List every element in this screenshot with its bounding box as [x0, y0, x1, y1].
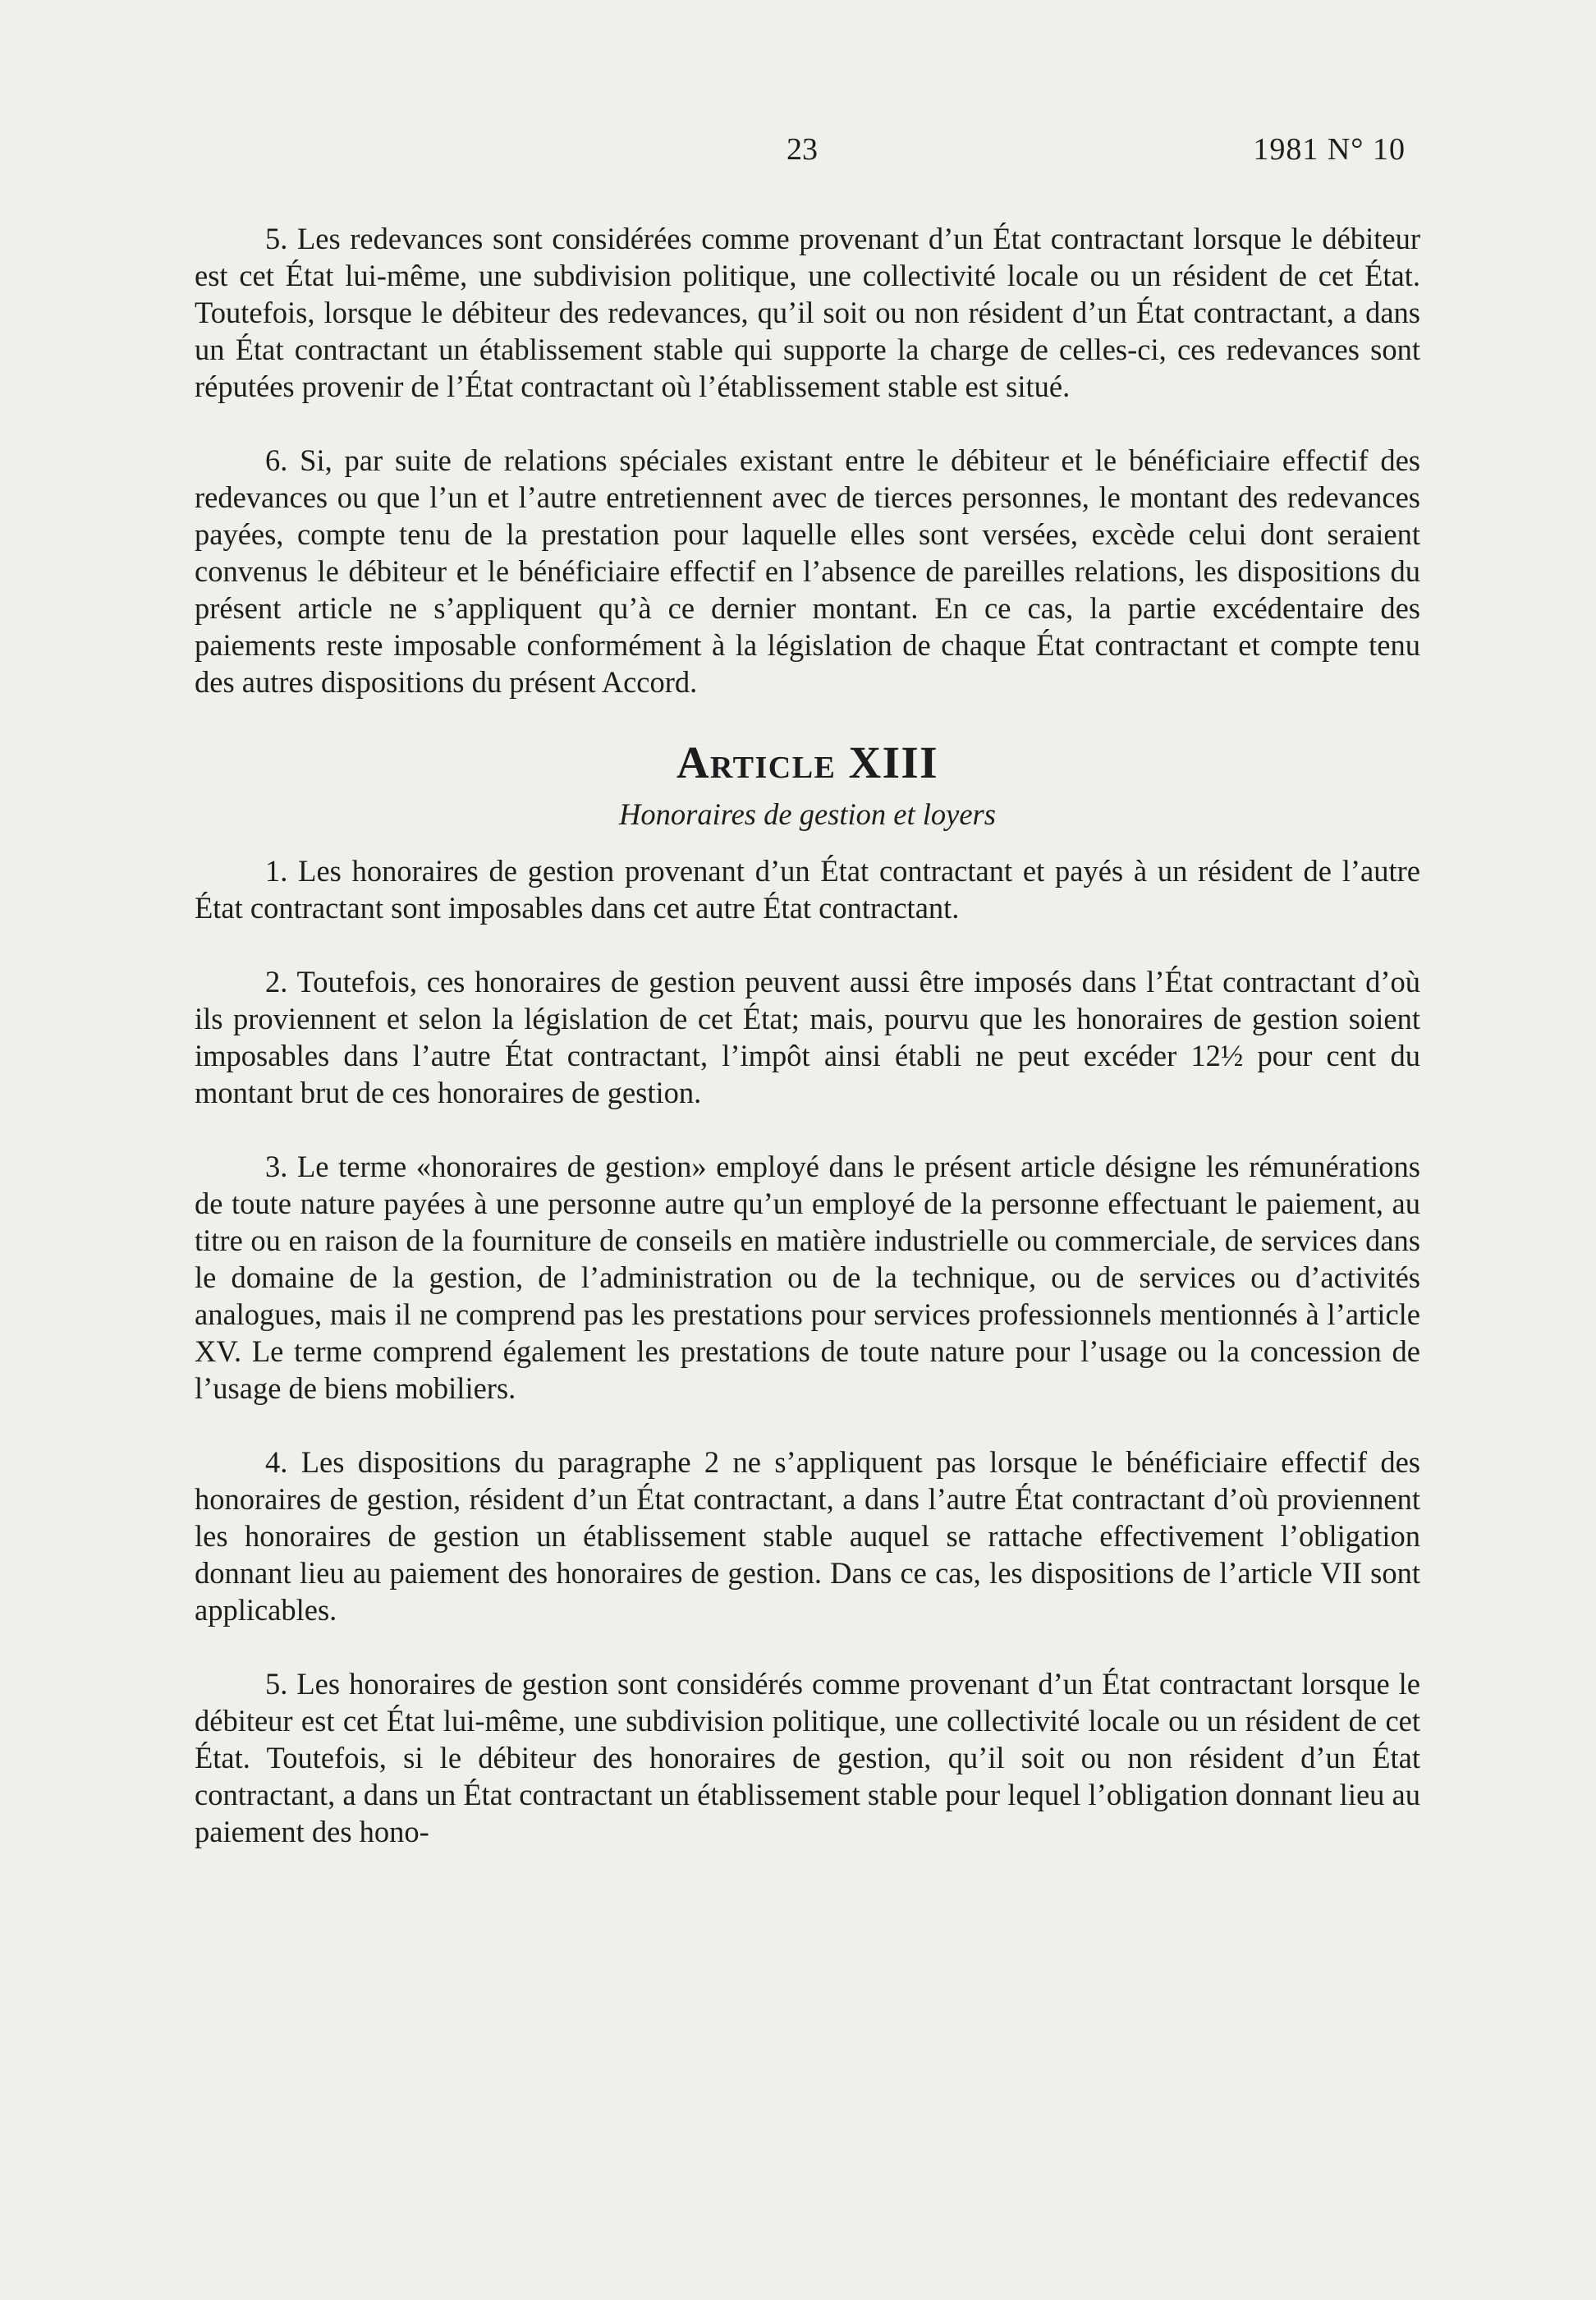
- page-body: [195, 220, 1420, 1887]
- paragraph-fees-5: 5. Les honoraires de gestion sont considérés comme provenant d’un État contractant lorsque le débiteur est cet État lui-même, une subdivision politique, une collectivité locale ou un résident de cet État. Toutefois, si le débiteur des honoraires de gestion, qu’il soit ou non résident d’un État contractant, a dans un État contractant un établissement stable pour lequel l’obligation donnant lieu au paiement des hono-: [195, 1667, 1420, 1848]
- paragraph-royalties-6: 6. Si, par suite de relations spéciales existant entre le débiteur et le bénéficiaire effectif des redevances ou que l’un et l’autre entretiennent avec de tierces personnes, le montant des redevances payées, compte tenu de la prestation pour laquelle elles sont versées, excède celui dont seraient convenus le débiteur et le bénéficiaire effectif en l’absence de pareilles relations, les dispositions du présent article ne s’appliquent qu’à ce dernier montant. En ce cas, la partie excédentaire des paiements reste imposable conformément à la législation de chaque État contractant et compte tenu des autres dispositions du présent Accord.: [195, 443, 1420, 699]
- paragraph-royalties-5: 5. Les redevances sont considérées comme provenant d’un État contractant lorsque le débiteur est cet État lui-même, une subdivision politique, une collectivité locale ou un résident de cet État. Toutefois, lorsque le débiteur des redevances, qu’il soit ou non résident d’un État contractant, a dans un État contractant un établissement stable qui supporte la charge de celles-ci, ces redevances sont réputées provenir de l’État contractant où l’établissement stable est situé.: [195, 222, 1420, 403]
- page-number: 23: [787, 132, 818, 167]
- page-header: [0, 131, 1596, 172]
- article-subtitle: Honoraires de gestion et loyers: [619, 797, 996, 831]
- paragraph-fees-1: 1. Les honoraires de gestion provenant d’un État contractant et payés à un résident de l’autre État contractant sont imposables dans cet autre État contractant.: [195, 854, 1420, 925]
- paragraph-fees-3: 3. Le terme «honoraires de gestion» employé dans le présent article désigne les rémunérations de toute nature payées à une personne autre qu’un employé de la personne effectuant le paiement, au titre ou en raison de la fourniture de conseils en matière industrielle ou commerciale, de services dans le domaine de la gestion, de l’administration ou de la technique, ou de services ou d’activités analogues, mais il ne comprend pas les prestations pour services professionnels mentionnés à l’article XV. Le terme comprend également les prestations de toute nature pour l’usage ou la concession de l’usage de biens mobiliers.: [195, 1150, 1420, 1405]
- paragraph-fees-2: 2. Toutefois, ces honoraires de gestion peuvent aussi être imposés dans l’État contractant d’où ils proviennent et selon la législation de cet État; mais, pourvu que les honoraires de gestion soient imposables dans l’autre État contractant, l’impôt ainsi établi ne peut excéder 12½ pour cent du montant brut de ces honoraires de gestion.: [195, 965, 1420, 1109]
- paragraph-fees-4: 4. Les dispositions du paragraphe 2 ne s’appliquent pas lorsque le bénéficiaire effectif des honoraires de gestion, résident d’un État contractant, a dans l’autre État contractant d’où proviennent les honoraires de gestion un établissement stable auquel se rattache effectivement l’obligation donnant lieu au paiement des honoraires de gestion. Dans ce cas, les dispositions de l’article VII sont applicables.: [195, 1445, 1420, 1627]
- article-heading: Article XIII: [676, 737, 939, 787]
- document-reference: 1981 N° 10: [1253, 132, 1406, 167]
